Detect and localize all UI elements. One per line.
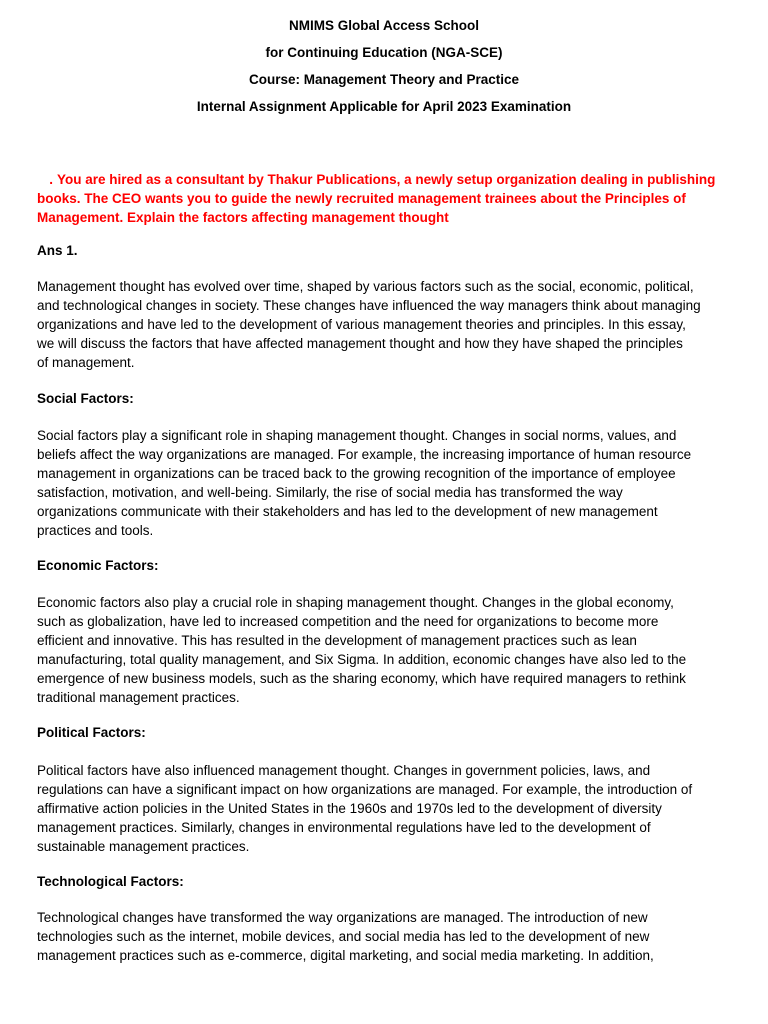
section-paragraph [37, 593, 737, 707]
section-paragraph [37, 426, 737, 540]
paragraph-line: management in organizations can be traced back to the growing recognition of the importance of employee [37, 466, 676, 481]
paragraph-line: Political factors have also influenced management thought. Changes in government policies, laws, and [37, 763, 651, 778]
paragraph-line: satisfaction, motivation, and well-being. Similarly, the rise of social media has transformed the way [37, 485, 623, 500]
section-heading: Technological Factors: [37, 874, 184, 889]
paragraph-line: affirmative action policies in the United States in the 1960s and 1970s led to the development of diversity [37, 801, 662, 816]
paragraph-line: we will discuss the factors that have affected management thought and how they have shaped the principles [37, 336, 683, 351]
paragraph-line: organizations and have led to the development of various management theories and principles. In this essay, [37, 317, 686, 332]
section-heading: Political Factors: [37, 725, 146, 740]
paragraph-line: of management. [37, 355, 135, 370]
paragraph-line: sustainable management practices. [37, 839, 250, 854]
paragraph-line: Economic factors also play a crucial role in shaping management thought. Changes in the global economy, [37, 595, 674, 610]
section-heading: Social Factors: [37, 391, 134, 406]
paragraph-line: organizations communicate with their stakeholders and has led to the development of new management [37, 504, 658, 519]
question-text [37, 170, 737, 227]
intro-paragraph [37, 277, 737, 372]
school-subtitle: for Continuing Education (NGA-SCE) [265, 45, 503, 60]
question-line: books. The CEO wants you to guide the newly recruited management trainees about the Principles of [37, 191, 686, 206]
paragraph-line: and technological changes in society. These changes have influenced the way managers think about managing [37, 298, 701, 313]
paragraph-line: beliefs affect the way organizations are managed. For example, the increasing importance of human resource [37, 447, 692, 462]
paragraph-line: emergence of new business models, such as the sharing economy, which have required managers to rethink [37, 671, 686, 686]
assignment-title: Internal Assignment Applicable for April 2023 Examination [196, 99, 572, 114]
question-lead: . [49, 172, 53, 187]
school-name: NMIMS Global Access School [288, 18, 480, 33]
paragraph-line: Management thought has evolved over time, shaped by various factors such as the social, economic, political, [37, 279, 694, 294]
question-line: Management. Explain the factors affecting management thought [37, 210, 449, 225]
course-title: Course: Management Theory and Practice [248, 72, 520, 87]
section-heading: Economic Factors: [37, 558, 159, 573]
paragraph-line: Technological changes have transformed the way organizations are managed. The introduction of new [37, 910, 648, 925]
paragraph-line: Social factors play a significant role in shaping management thought. Changes in social norms, values, and [37, 428, 677, 443]
section-paragraph [37, 908, 737, 965]
paragraph-line: management practices such as e-commerce, digital marketing, and social media marketing. In addition, [37, 948, 654, 963]
paragraph-line: practices and tools. [37, 523, 154, 538]
answer-label: Ans 1. [37, 243, 78, 258]
paragraph-line: such as globalization, have led to increased competition and the need for organizations to become more [37, 614, 659, 629]
section-paragraph [37, 761, 737, 856]
paragraph-line: regulations can have a significant impact on how organizations are managed. For example, the introduction of [37, 782, 693, 797]
question-line [37, 170, 737, 189]
paragraph-line: traditional management practices. [37, 690, 240, 705]
paragraph-line: manufacturing, total quality management, and Six Sigma. In addition, economic changes have also led to the [37, 652, 687, 667]
paragraph-line: management practices. Similarly, changes in environmental regulations have led to the development of [37, 820, 651, 835]
paragraph-line: technologies such as the internet, mobile devices, and social media has led to the development of new [37, 929, 650, 944]
question-line-text: You are hired as a consultant by Thakur Publications, a newly setup organization dealing in publishing [57, 172, 716, 187]
paragraph-line: efficient and innovative. This has resulted in the development of management practices such as lean [37, 633, 637, 648]
